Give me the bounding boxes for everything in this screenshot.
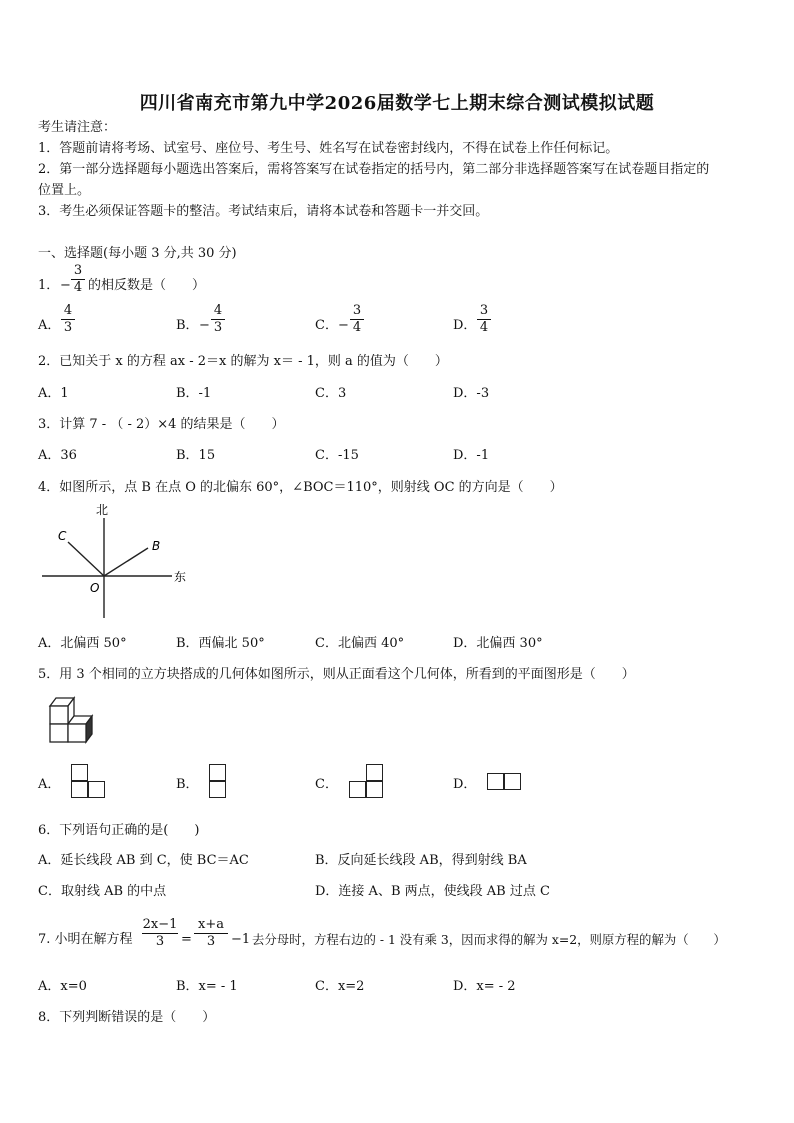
q5-cube-figure (44, 694, 104, 746)
point-o-label: O (90, 581, 100, 595)
q3-option-b: B．15 (176, 448, 216, 463)
q6-option-d: D．连接 A、B 两点，使线段 AB 过点 C (315, 884, 550, 899)
q4-option-b: B．西偏北 50° (176, 636, 265, 651)
q1-number: 1． (38, 278, 60, 293)
q4-option-c: C．北偏西 40° (315, 636, 405, 651)
q7-minus-one: −1 (231, 932, 251, 947)
q7-option-c: C．x=2 (315, 979, 365, 994)
notice-item-1: 1．答题前请将考场、试室号、座位号、考生号、姓名写在试卷密封线内，不得在试卷上作任何标记。 (38, 141, 619, 156)
q7-stem-post: 去分母时，方程右边的 - 1 没有乘 3，因而求得的解为 x=2，则原方程的解为（ ） (252, 932, 726, 947)
q1-option-a-label: A． (38, 318, 61, 333)
q1-option-c-label: C． (315, 318, 338, 333)
east-label: 东 (174, 570, 187, 584)
q6-option-b: B．反向延长线段 AB，得到射线 BA (315, 853, 527, 868)
q5-option-a-label: A． (38, 777, 61, 792)
q2-option-c: C．3 (315, 386, 347, 401)
q5-option-b-shape (209, 764, 229, 802)
north-label: 北 (96, 503, 109, 517)
q1-option-b-sign: − (199, 318, 210, 333)
q5-stem: 5．用 3 个相同的立方块搭成的几何体如图所示，则从正面看这个几何体，所看到的平面图形是（ ） (38, 667, 635, 682)
q2-option-d: D．-3 (453, 386, 490, 401)
q7-option-b: B．x= - 1 (176, 979, 238, 994)
q2-option-b: B．-1 (176, 386, 212, 401)
q5-option-c-label: C． (315, 777, 338, 792)
q5-option-d-label: D． (453, 777, 477, 792)
q1-option-b-label: B． (176, 318, 199, 333)
q8-stem: 8．下列判断错误的是（ ） (38, 1010, 216, 1025)
q5-option-c-shape (349, 764, 387, 802)
point-c-label: C (58, 529, 67, 543)
q1-stem: 的相反数是（ ） (88, 278, 206, 293)
q7-option-a: A．x=0 (38, 979, 87, 994)
q7-equals: = (181, 932, 192, 947)
ray-ob (104, 548, 148, 576)
q7-fraction-left: 2x−1 3 (142, 917, 178, 949)
point-b-label: B (152, 539, 161, 553)
q5-option-b-label: B． (176, 777, 199, 792)
notice-item-2: 2．第一部分选择题每小题选出答案后，需将答案写在试卷指定的括号内，第二部分非选择题答案写在试卷题目指定的 (38, 162, 710, 177)
q3-stem: 3．计算 7 - （ - 2）×4 的结果是（ ） (38, 417, 285, 432)
q1-option-a-fraction: 4 3 (60, 304, 76, 335)
q1-option-c-fraction: 3 4 (349, 304, 365, 335)
q4-stem: 4．如图所示，点 B 在点 O 的北偏东 60°，∠BOC＝110°，则射线 OC 的方向是（ ） (38, 480, 563, 495)
section-heading: 一、选择题(每小题 3 分,共 30 分) (38, 246, 237, 261)
q6-option-c: C．取射线 AB 的中点 (38, 884, 167, 899)
q4-option-a: A．北偏西 50° (38, 636, 127, 651)
q3-option-a: A．36 (38, 448, 77, 463)
q1-option-b-fraction: 4 3 (210, 304, 226, 335)
notice-item-3: 3．考生必须保证答题卡的整洁。考试结束后，请将本试卷和答题卡一并交回。 (38, 204, 489, 219)
q1-option-d-fraction: 3 4 (476, 304, 492, 335)
q3-option-d: D．-1 (453, 448, 490, 463)
q2-option-a: A．1 (38, 386, 69, 401)
ray-oc (68, 542, 104, 576)
q6-option-a: A．延长线段 AB 到 C，使 BC＝AC (38, 853, 249, 868)
q1-fraction: 3 4 (70, 264, 86, 295)
q7-stem-pre: 7. 小明在解方程 (38, 932, 133, 947)
notice-heading: 考生请注意： (38, 120, 117, 135)
q6-stem: 6．下列语句正确的是( ) (38, 823, 200, 838)
q5-option-d-shape (487, 773, 525, 793)
page-title: 四川省南充市第九中学2026届数学七上期末综合测试模拟试题 (139, 93, 655, 114)
q5-option-a-shape (71, 764, 109, 802)
q1-option-d-label: D． (453, 318, 477, 333)
q1-option-c-sign: − (338, 318, 349, 333)
q7-option-d: D．x= - 2 (453, 979, 516, 994)
q4-option-d: D．北偏西 30° (453, 636, 543, 651)
q1-minus: − (60, 278, 71, 293)
notice-item-2-cont: 位置上。 (38, 183, 91, 198)
q7-fraction-right: x+a 3 (193, 918, 229, 949)
q4-direction-figure (36, 500, 196, 626)
q2-stem: 2．已知关于 x 的方程 ax - 2＝x 的解为 x＝ - 1，则 a 的值为（ ） (38, 354, 448, 369)
q3-option-c: C．-15 (315, 448, 359, 463)
